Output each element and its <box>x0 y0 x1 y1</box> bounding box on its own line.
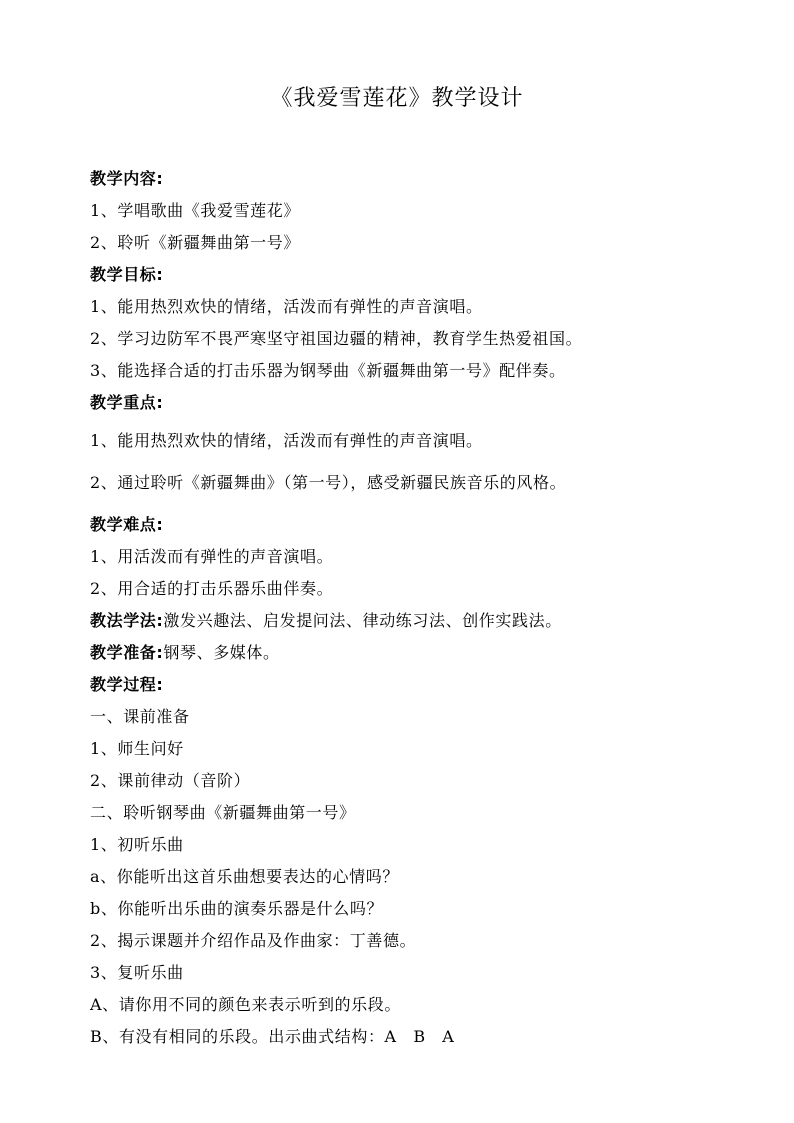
process-item: 2、课前律动（音阶） <box>90 771 251 790</box>
teaching-methods-label: 教法学法: <box>90 611 164 630</box>
teaching-objectives-heading: 教学目标: <box>90 265 164 284</box>
process-item: b、你能听出乐曲的演奏乐器是什么吗？ <box>90 899 384 918</box>
teaching-objective-item: 3、能选择合适的打击乐器为钢琴曲《新疆舞曲第一号》配伴奏。 <box>90 361 566 380</box>
teaching-objective-item: 2、学习边防军不畏严寒坚守祖国边疆的精神，教育学生热爱祖国。 <box>90 329 583 348</box>
process-item: 2、揭示课题并介绍作品及作曲家：丁善德。 <box>90 931 417 950</box>
key-point-item: 1、能用热烈欢快的情绪，活泼而有弹性的声音演唱。 <box>90 431 483 450</box>
key-points-heading: 教学重点: <box>90 393 164 412</box>
process-item: B、有没有相同的乐段。出示曲式结构：A B A <box>90 1027 455 1046</box>
document-title: 《我爱雪莲花》教学设计 <box>270 86 524 111</box>
teaching-content-item: 1、学唱歌曲《我爱雪莲花》 <box>90 201 300 220</box>
teaching-content-item: 2、聆听《新疆舞曲第一号》 <box>90 233 300 252</box>
key-point-item: 2、通过聆听《新疆舞曲》（第一号），感受新疆民族音乐的风格。 <box>90 473 567 492</box>
teaching-methods <box>90 605 730 637</box>
process-item: 3、复听乐曲 <box>90 963 184 982</box>
process-item: 二、聆听钢琴曲《新疆舞曲第一号》 <box>90 803 356 822</box>
difficulty-item: 2、用合适的打击乐器乐曲伴奏。 <box>90 579 334 598</box>
teaching-preparation-label: 教学准备: <box>90 643 164 662</box>
process-item: 1、初听乐曲 <box>90 835 184 854</box>
process-item: 一、课前准备 <box>90 707 190 726</box>
process-item: a、你能听出这首乐曲想要表达的心情吗？ <box>90 867 399 886</box>
difficulty-item: 1、用活泼而有弹性的声音演唱。 <box>90 547 334 566</box>
teaching-content-heading: 教学内容: <box>90 169 164 188</box>
teaching-methods-text: 激发兴趣法、启发提问法、律动练习法、创作实践法。 <box>163 611 562 630</box>
document-body <box>90 163 730 1053</box>
teaching-preparation <box>90 637 730 669</box>
teaching-objective-item: 1、能用热烈欢快的情绪，活泼而有弹性的声音演唱。 <box>90 297 483 316</box>
teaching-preparation-text: 钢琴、多媒体。 <box>163 643 280 662</box>
process-item: 1、师生问好 <box>90 739 184 758</box>
process-item: A、请你用不同的颜色来表示听到的乐段。 <box>90 995 401 1014</box>
difficulties-heading: 教学难点: <box>90 515 164 534</box>
teaching-process-heading: 教学过程: <box>90 675 164 694</box>
